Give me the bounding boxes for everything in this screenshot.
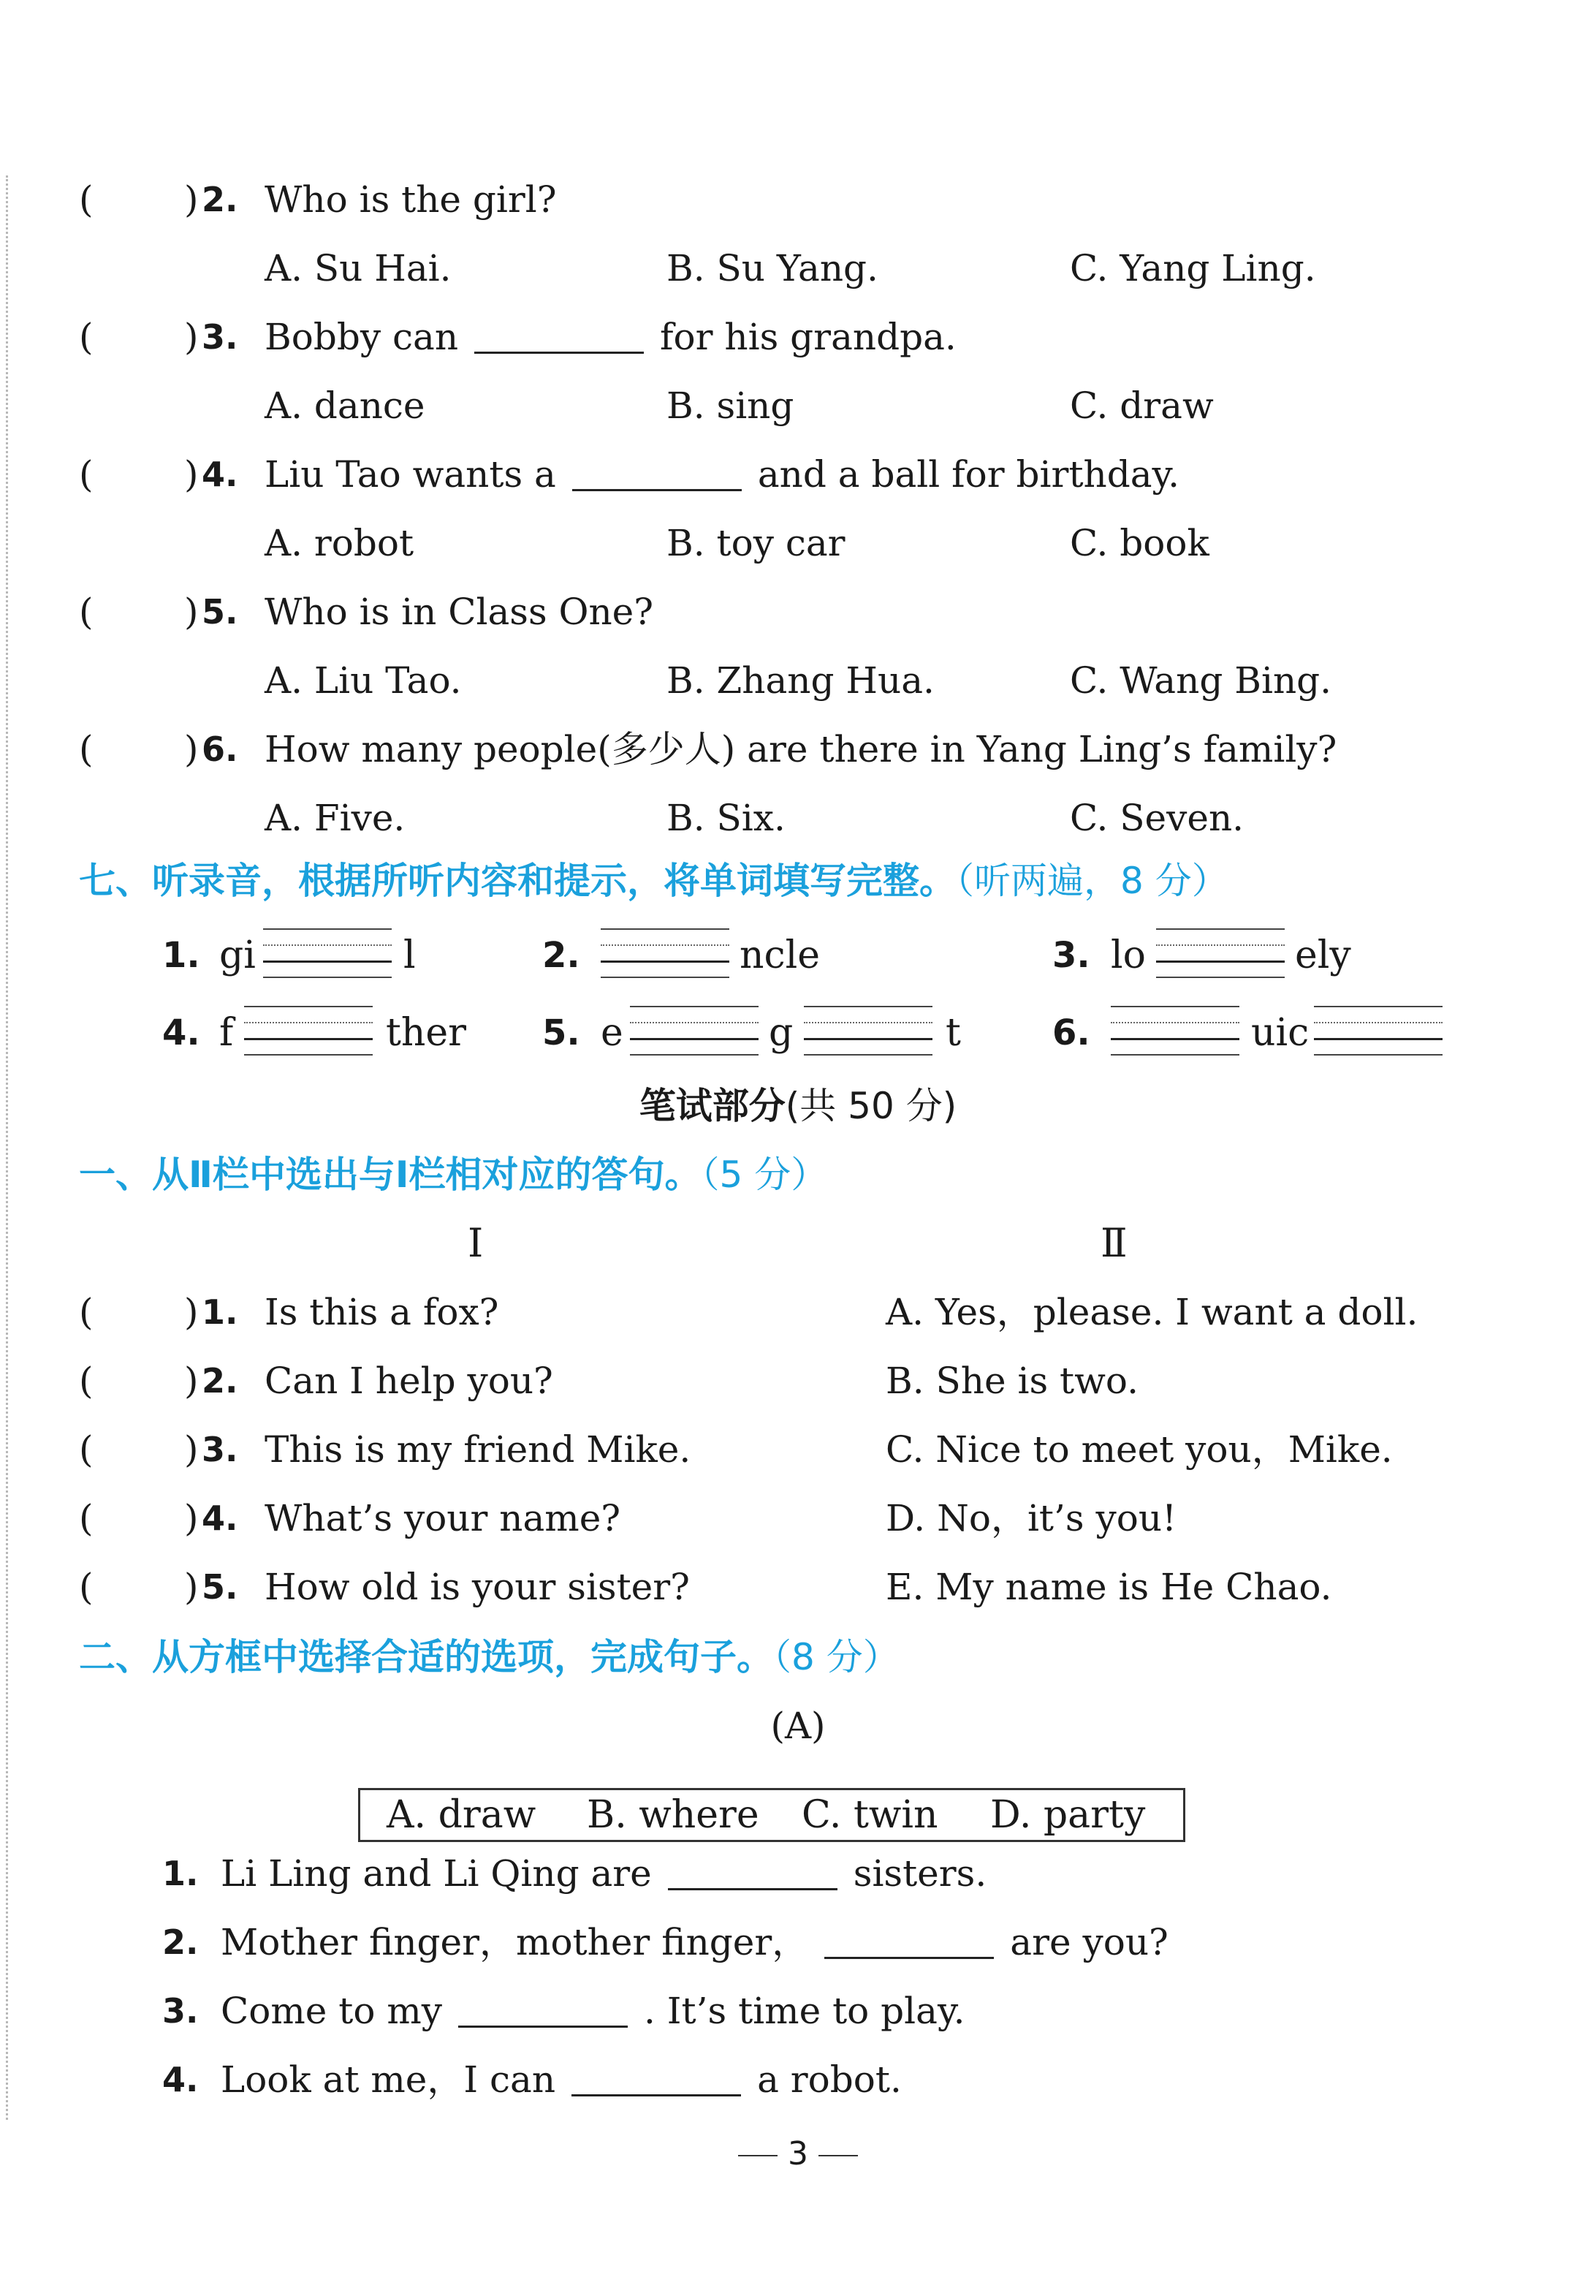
page-dash-left	[738, 2155, 778, 2156]
word-number: 2.	[542, 935, 580, 976]
answer-paren-close: )	[184, 453, 199, 496]
word-fragment: t	[946, 1011, 961, 1055]
question-row	[0, 577, 1596, 646]
answer-option[interactable]: C. Wang Bing.	[1070, 659, 1332, 702]
column-two-item: B. She is two.	[886, 1360, 1139, 1402]
answer-paren-close: )	[184, 728, 199, 770]
answer-paren-close: )	[184, 316, 199, 358]
answer-paren-open: (	[79, 1360, 94, 1402]
answer-option[interactable]: A. Five.	[265, 797, 406, 839]
question-text	[265, 577, 653, 646]
answer-option[interactable]: C. book	[1070, 522, 1209, 564]
answer-slot[interactable]	[102, 1484, 183, 1553]
sentence-number: 4.	[162, 2060, 199, 2099]
question-number: 1.	[202, 1292, 238, 1332]
question-row	[0, 715, 1596, 784]
letter-blank[interactable]	[244, 1006, 373, 1058]
fill-blank[interactable]	[571, 2050, 741, 2096]
answer-paren-close: )	[184, 1428, 199, 1471]
question-text	[265, 303, 957, 371]
column-one-item: Is this a fox?	[265, 1291, 499, 1333]
matching-row	[0, 1484, 1596, 1553]
word-fragment: ncle	[740, 933, 821, 977]
box-option: C. twin	[802, 1793, 938, 1837]
sentence-after: . It’s time to play.	[644, 1990, 965, 2032]
answer-option[interactable]: B. Su Yang.	[666, 247, 878, 289]
letter-blank[interactable]	[263, 928, 392, 981]
sentence-text	[221, 2045, 902, 2114]
answer-slot[interactable]	[102, 1415, 183, 1484]
section7-heading-text: 七、听录音，根据所听内容和提示，将单词填写完整。	[79, 860, 956, 902]
matching-row	[0, 1278, 1596, 1346]
section1-points: （5 分）	[701, 1153, 828, 1196]
fill-blank[interactable]	[668, 1844, 837, 1890]
options-row	[0, 234, 1596, 303]
section1-heading	[79, 1140, 827, 1209]
question-number: 5.	[202, 592, 238, 632]
options-row	[0, 371, 1596, 440]
answer-slot[interactable]	[102, 1278, 183, 1346]
answer-paren-open: (	[79, 178, 94, 221]
letter-blank[interactable]	[1314, 1006, 1443, 1058]
word-fragment: uic	[1251, 1011, 1310, 1055]
written-part-title-text: 笔试部分	[639, 1085, 786, 1127]
word-fragment: f	[219, 1011, 234, 1055]
letter-blank[interactable]	[601, 928, 729, 981]
column-one-header: Ⅰ	[468, 1220, 484, 1266]
options-row	[0, 646, 1596, 715]
box-option: D. party	[990, 1793, 1146, 1837]
question-text	[265, 165, 557, 234]
question-row	[0, 303, 1596, 371]
sentence-before: Li Ling and Li Qing are	[221, 1852, 652, 1895]
sentence-before: Come to my	[221, 1990, 443, 2032]
question-row	[0, 440, 1596, 509]
word-number: 5.	[542, 1012, 580, 1053]
letter-blank[interactable]	[630, 1006, 759, 1058]
answer-paren-open: (	[79, 1428, 94, 1471]
answer-paren-close: )	[184, 178, 199, 221]
sentence-after: sisters.	[853, 1852, 987, 1895]
fill-blank[interactable]	[572, 445, 742, 491]
section2-points: （8 分）	[773, 1636, 900, 1678]
answer-option[interactable]: A. dance	[265, 384, 425, 427]
column-one-item: Can I help you?	[265, 1360, 553, 1402]
answer-paren-close: )	[184, 591, 199, 633]
word-fragment: l	[403, 933, 416, 977]
section1-heading-text: 一、从Ⅱ栏中选出与Ⅰ栏相对应的答句。	[79, 1153, 702, 1196]
answer-slot[interactable]	[102, 1553, 183, 1621]
letter-blank[interactable]	[1156, 928, 1285, 981]
question-number: 2.	[202, 1361, 238, 1401]
answer-paren-close: )	[184, 1360, 199, 1402]
fill-blank[interactable]	[458, 1982, 628, 2028]
word-fragment: ther	[386, 1011, 467, 1055]
sentence-number: 1.	[162, 1854, 199, 1893]
answer-slot[interactable]	[102, 1346, 183, 1415]
matching-row	[0, 1346, 1596, 1415]
question-number: 3.	[202, 1430, 238, 1469]
column-two-item: A. Yes，please. I want a doll.	[886, 1291, 1418, 1333]
question-number: 3.	[202, 317, 238, 357]
question-stem-after: and a ball for birthday.	[757, 453, 1180, 496]
word-fragment: ely	[1295, 933, 1351, 977]
column-two-item: C. Nice to meet you，Mike.	[886, 1428, 1393, 1471]
sentence-row	[0, 2045, 1596, 2114]
answer-slot[interactable]	[102, 303, 183, 371]
answer-option[interactable]: B. sing	[666, 384, 794, 427]
sentence-row	[0, 1839, 1596, 1908]
word-fragment: g	[769, 1011, 794, 1055]
sentence-before: Look at me，I can	[221, 2058, 556, 2101]
sentence-number: 2.	[162, 1922, 199, 1962]
answer-paren-open: (	[79, 453, 94, 496]
question-text	[265, 440, 1179, 509]
answer-option[interactable]: A. Liu Tao.	[265, 659, 462, 702]
answer-option[interactable]: A. Su Hai.	[265, 247, 452, 289]
question-stem: Who is the girl?	[265, 178, 557, 221]
word-fragment: e	[601, 1011, 623, 1055]
fill-blank[interactable]	[824, 1913, 994, 1959]
question-number: 6.	[202, 730, 238, 769]
answer-option[interactable]: C. Seven.	[1070, 797, 1244, 839]
word-number: 3.	[1052, 935, 1090, 976]
word-number: 6.	[1052, 1012, 1090, 1053]
question-number: 4.	[202, 455, 238, 494]
answer-option[interactable]: C. draw	[1070, 384, 1214, 427]
sentence-text	[221, 1908, 1168, 1977]
question-row	[0, 165, 1596, 234]
sentence-row	[0, 1908, 1596, 1977]
group-label: (A)	[770, 1705, 826, 1747]
sentence-after: a robot.	[757, 2058, 902, 2101]
page-dash-right	[818, 2155, 858, 2156]
question-stem-after: for his grandpa.	[660, 316, 957, 358]
written-part-points: (共 50 分)	[785, 1085, 957, 1127]
answer-paren-open: (	[79, 1566, 94, 1608]
sentence-after: are you?	[1010, 1921, 1168, 1963]
written-part-title	[0, 1072, 1596, 1140]
answer-paren-open: (	[79, 316, 94, 358]
sentence-before: Mother finger，mother finger，	[221, 1921, 809, 1963]
sentence-text	[221, 1977, 965, 2045]
sentence-row	[0, 1977, 1596, 2045]
answer-slot[interactable]	[102, 715, 183, 784]
letter-blank[interactable]	[804, 1006, 932, 1058]
word-number: 1.	[162, 935, 200, 976]
question-number: 4.	[202, 1499, 238, 1538]
word-number: 4.	[162, 1012, 200, 1053]
word-fragment: gi	[219, 933, 256, 977]
sentence-text	[221, 1839, 987, 1908]
answer-slot[interactable]	[102, 165, 183, 234]
question-number: 5.	[202, 1567, 238, 1607]
answer-option[interactable]: C. Yang Ling.	[1070, 247, 1316, 289]
column-one-item: What’s your name?	[265, 1497, 621, 1539]
answer-paren-open: (	[79, 1497, 94, 1539]
fill-blank[interactable]	[474, 308, 644, 354]
question-stem-before: Bobby can	[265, 316, 459, 358]
answer-paren-close: )	[184, 1497, 199, 1539]
answer-slot[interactable]	[102, 577, 183, 646]
option-box	[358, 1788, 1185, 1842]
question-stem: Who is in Class One?	[265, 591, 654, 633]
answer-paren-close: )	[184, 1566, 199, 1608]
matching-row	[0, 1553, 1596, 1621]
letter-blank[interactable]	[1111, 1006, 1239, 1058]
answer-option[interactable]: B. Six.	[666, 797, 786, 839]
question-text	[265, 715, 1337, 784]
answer-paren-open: (	[79, 1291, 94, 1333]
matching-row	[0, 1415, 1596, 1484]
sentence-number: 3.	[162, 1991, 199, 2031]
question-number: 2.	[202, 180, 238, 219]
section7-heading	[79, 846, 1228, 915]
column-one-item: This is my friend Mike.	[265, 1428, 691, 1471]
question-stem: How many people(多少人) are there in Yang Ling’s family?	[265, 728, 1337, 770]
column-one-item: How old is your sister?	[265, 1566, 690, 1608]
section2-heading-text: 二、从方框中选择合适的选项，完成句子。	[79, 1636, 773, 1678]
answer-paren-open: (	[79, 591, 94, 633]
column-two-item: D. No，it’s you!	[886, 1497, 1177, 1539]
box-option: A. draw	[387, 1793, 536, 1837]
section7-points: （听两遍，8 分）	[956, 860, 1228, 902]
answer-paren-open: (	[79, 728, 94, 770]
answer-option[interactable]: A. robot	[265, 522, 414, 564]
section2-heading	[79, 1623, 900, 1691]
box-option: B. where	[587, 1793, 759, 1837]
answer-slot[interactable]	[102, 440, 183, 509]
options-row	[0, 509, 1596, 577]
column-two-header: Ⅱ	[1101, 1220, 1128, 1266]
column-two-item: E. My name is He Chao.	[886, 1566, 1332, 1608]
options-row	[0, 784, 1596, 852]
word-fragment: lo	[1111, 933, 1146, 977]
answer-paren-close: )	[184, 1291, 199, 1333]
answer-option[interactable]: B. Zhang Hua.	[666, 659, 935, 702]
page-number	[0, 2129, 1596, 2180]
question-stem-before: Liu Tao wants a	[265, 453, 556, 496]
page-number-text: 3	[788, 2135, 808, 2172]
answer-option[interactable]: B. toy car	[666, 522, 846, 564]
